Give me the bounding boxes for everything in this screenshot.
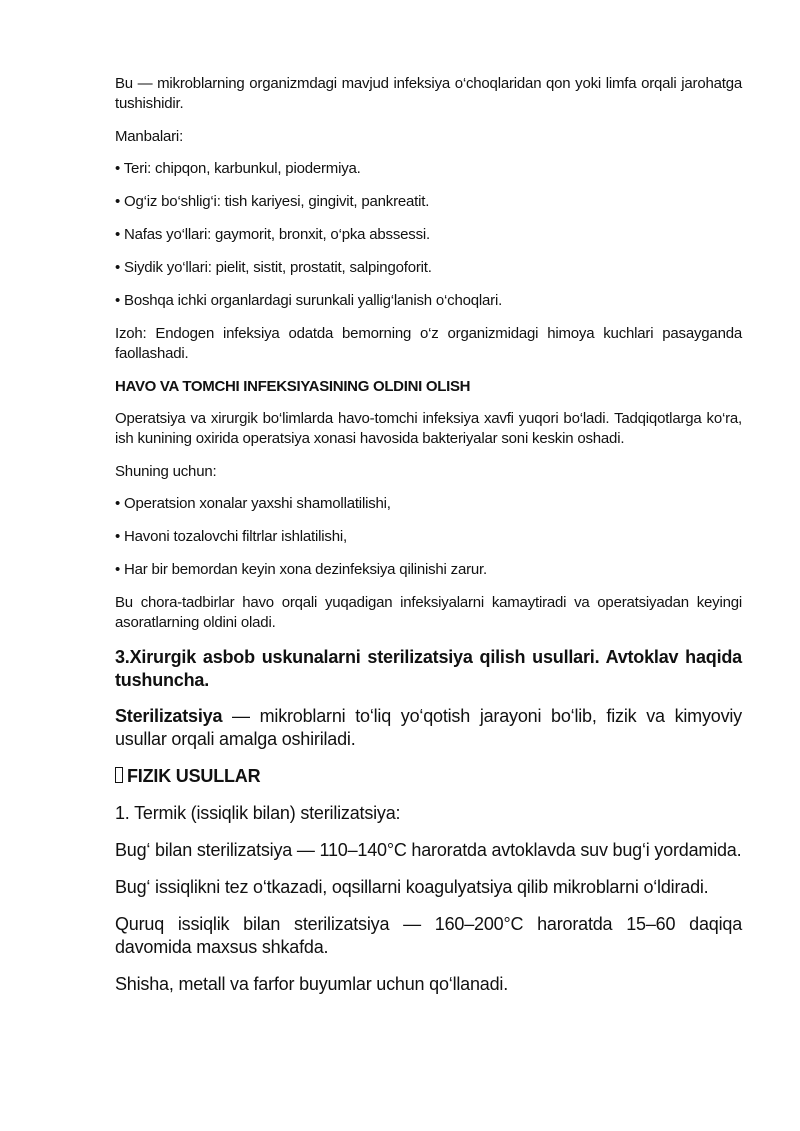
thermal-title: 1. Termik (issiqlik bilan) sterilizatsiya: (115, 803, 401, 823)
measure-item-ventilation: • Operatsion xonalar yaxshi shamollatilishi, (115, 495, 391, 512)
intro-paragraph: Bu — mikroblarning organizmdagi mavjud infeksiya o‘choqlaridan qon yoki limfa orqali jarohatga tushishidir. (115, 75, 742, 112)
source-item-internal: • Boshqa ichki organlardagi surunkali yallig‘lanish o‘choqlari. (115, 292, 503, 309)
air-paragraph: Operatsiya va xirurgik bo‘limlarda havo-tomchi infeksiya xavfi yuqori bo‘ladi. Tadqiqotlarga ko‘ra, ish kunining oxirida operatsiya xonasi havosida bakteriyalar soni keskin oshadi. (115, 410, 742, 447)
heading-air-infection: HAVO VA TOMCHI INFEKSIYASINING OLDINI OLISH (115, 378, 471, 395)
heading-physical-methods (115, 765, 742, 788)
sterilization-definition-paragraph (115, 705, 742, 751)
measures-result-paragraph: Bu chora-tadbirlar havo orqali yuqadigan infeksiyalarni kamaytiradi va operatsiyadan keyingi asoratlarning oldini oladi. (115, 594, 742, 631)
measure-item-filters: • Havoni tozalovchi filtrlar ishlatilishi, (115, 528, 347, 545)
sterilization-definition: — mikroblarni to‘liq yo‘qotish jarayoni bo‘lib, fizik va kimyoviy usullar orqali amalga oshiriladi. (115, 706, 742, 749)
steam-paragraph: Bug‘ bilan sterilizatsiya — 110–140°C haroratda avtoklavda suv bug‘i yordamida. (115, 840, 742, 860)
steam-effect-paragraph: Bug‘ issiqlikni tez o‘tkazadi, oqsillarni koagulyatsiya qilib mikroblarni o‘ldiradi. (115, 877, 709, 897)
source-item-urinary: • Siydik yo‘llari: pielit, sistit, prostatit, salpingoforit. (115, 259, 432, 276)
document-page (115, 74, 742, 1010)
dry-heat-paragraph: Quruq issiqlik bilan sterilizatsiya — 160–200°C haroratda 15–60 daqiqa davomida maxsus shkafda. (115, 914, 742, 957)
measure-item-disinfection: • Har bir bemordan keyin xona dezinfeksiya qilinishi zarur. (115, 561, 487, 578)
sources-label: Manbalari: (115, 128, 184, 145)
missing-glyph-icon (115, 767, 123, 783)
heading-sterilization: 3.Xirurgik asbob uskunalarni sterilizatsiya qilish usullari. Avtoklav haqida tushuncha. (115, 647, 742, 690)
heading-physical-text: FIZIK USULLAR (127, 766, 261, 786)
dry-heat-use-paragraph: Shisha, metall va farfor buyumlar uchun qo‘llanadi. (115, 974, 509, 994)
source-item-mouth: • Og‘iz bo‘shlig‘i: tish kariyesi, gingivit, pankreatit. (115, 193, 430, 210)
note-paragraph: Izoh: Endogen infeksiya odatda bemorning o‘z organizmidagi himoya kuchlari pasayganda faollashadi. (115, 325, 742, 362)
sterilization-term: Sterilizatsiya (115, 706, 223, 726)
source-item-respiratory: • Nafas yo‘llari: gaymorit, bronxit, o‘pka abssessi. (115, 226, 430, 243)
source-item-skin: • Teri: chipqon, karbunkul, piodermiya. (115, 160, 361, 177)
therefore-label: Shuning uchun: (115, 463, 217, 480)
